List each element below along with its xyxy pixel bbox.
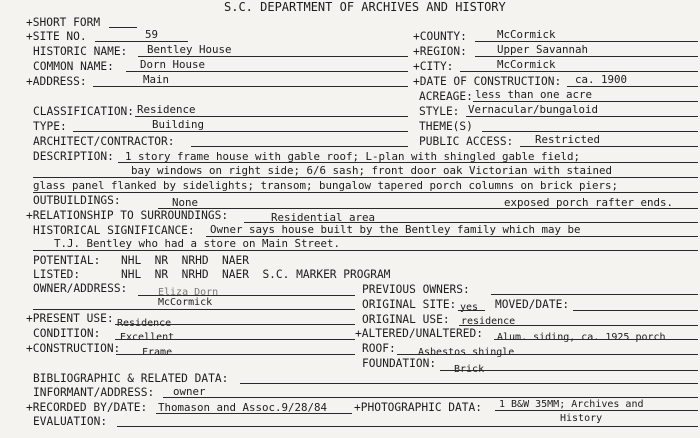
photographic-data-line bbox=[495, 410, 698, 411]
present-use-value: Residence bbox=[117, 318, 172, 329]
historic-name-label: HISTORIC NAME: bbox=[33, 45, 128, 58]
style-value: Vernacular/bungaloid bbox=[468, 103, 599, 116]
potential-options: NHL NR NRHD NAER bbox=[121, 254, 249, 267]
photographic-data-value-2: History bbox=[560, 413, 603, 424]
potential-label: POTENTIAL: bbox=[33, 254, 101, 267]
recorded-by-value: Thomason and Assoc.9/28/84 bbox=[158, 401, 328, 414]
short-form-label: +SHORT FORM bbox=[26, 16, 101, 29]
present-use-label: +PRESENT USE: bbox=[26, 312, 114, 325]
owner-city-value: McCormick bbox=[158, 297, 213, 308]
county-line bbox=[475, 41, 698, 42]
evaluation-line bbox=[117, 426, 698, 427]
present-use-line bbox=[115, 324, 355, 325]
foundation-label: FOUNDATION: bbox=[362, 357, 437, 370]
description-continued: exposed porch rafter ends. bbox=[504, 196, 674, 209]
roof-label: ROOF: bbox=[362, 342, 396, 355]
region-value: Upper Savannah bbox=[497, 43, 589, 56]
city-label: +CITY: bbox=[413, 60, 454, 73]
style-line bbox=[466, 116, 698, 117]
type-label: TYPE: bbox=[33, 120, 67, 133]
architect-label: ARCHITECT/CONTRACTOR: bbox=[33, 135, 175, 148]
address-line bbox=[93, 86, 408, 87]
short-form-line bbox=[109, 27, 137, 28]
page-title: S.C. DEPARTMENT OF ARCHIVES AND HISTORY bbox=[224, 0, 506, 14]
public-access-line bbox=[520, 146, 698, 147]
foundation-value: Brick bbox=[454, 364, 485, 375]
evaluation-label: EVALUATION: bbox=[33, 415, 108, 428]
historical-significance-line-1: Owner says house built by the Bentley family which may be bbox=[210, 223, 581, 236]
theme-line bbox=[482, 131, 698, 132]
bibliographic-line bbox=[240, 383, 698, 384]
architect-line bbox=[191, 146, 408, 147]
common-name-label: COMMON NAME: bbox=[33, 60, 114, 73]
historic-name-value: Bentley House bbox=[147, 43, 232, 56]
owner-address-label: OWNER/ADDRESS: bbox=[33, 282, 128, 295]
condition-value: Excellent bbox=[120, 332, 175, 343]
date-of-construction-label: +DATE OF CONSTRUCTION: bbox=[413, 75, 562, 88]
previous-owners-line bbox=[491, 294, 698, 295]
historical-significance-line-2: T.J. Bentley who had a store on Main Street. bbox=[54, 237, 341, 250]
original-site-label: ORIGINAL SITE: bbox=[362, 298, 457, 311]
recorded-by-label: +RECORDED BY/DATE: bbox=[26, 401, 148, 414]
original-use-label: ORIGINAL USE: bbox=[362, 313, 450, 326]
photographic-data-label: +PHOTOGRAPHIC DATA: bbox=[354, 401, 482, 414]
construction-line bbox=[116, 354, 355, 355]
informant-label: INFORMANT/ADDRESS: bbox=[33, 386, 155, 399]
description-line-3: glass panel flanked by sidelights; transom; bungalow tapered porch columns on brick piers; bbox=[33, 179, 619, 192]
acreage-value: less than one acre bbox=[475, 88, 593, 101]
description-line-1: 1 story frame house with gable roof; L-plan with shingled gable field; bbox=[125, 150, 581, 163]
style-label: STYLE: bbox=[419, 105, 460, 118]
moved-date-line bbox=[573, 310, 698, 311]
description-rule-1 bbox=[118, 162, 698, 163]
classification-label: CLASSIFICATION: bbox=[33, 105, 135, 118]
historic-name-line bbox=[138, 56, 408, 57]
original-use-value: residence bbox=[461, 316, 516, 327]
date-of-construction-line bbox=[567, 86, 698, 87]
owner-name-value: Eliza Dorn bbox=[158, 287, 219, 298]
county-value: McCormick bbox=[497, 28, 556, 41]
original-use-line bbox=[459, 325, 698, 326]
original-site-line bbox=[458, 310, 485, 311]
bibliographic-label: BIBLIOGRAPHIC & RELATED DATA: bbox=[33, 372, 229, 385]
original-site-value: yes bbox=[460, 302, 479, 313]
classification-line bbox=[135, 116, 408, 117]
owner-address-line-2 bbox=[33, 309, 355, 310]
moved-date-label: MOVED/DATE: bbox=[495, 298, 570, 311]
roof-value: Asbestos shingle bbox=[418, 347, 515, 358]
description-rule-3 bbox=[33, 192, 698, 193]
public-access-value: Restricted bbox=[535, 133, 601, 146]
informant-value: owner bbox=[173, 385, 206, 398]
listed-options: NHL NR NRHD NAER S.C. MARKER PROGRAM bbox=[121, 268, 391, 281]
classification-value: Residence bbox=[137, 103, 196, 116]
previous-owners-label: PREVIOUS OWNERS: bbox=[362, 283, 470, 296]
theme-label: THEME(S) bbox=[419, 120, 473, 133]
public-access-label: PUBLIC ACCESS: bbox=[419, 135, 514, 148]
common-name-line bbox=[126, 71, 408, 72]
recorded-by-line bbox=[156, 413, 352, 414]
type-line bbox=[73, 131, 408, 132]
region-line bbox=[475, 56, 698, 57]
condition-label: CONDITION: bbox=[33, 327, 101, 340]
altered-line bbox=[494, 339, 698, 340]
address-value: Main bbox=[143, 73, 170, 86]
condition-line bbox=[115, 339, 355, 340]
photographic-data-value-1: 1 B&W 35MM; Archives and bbox=[499, 399, 644, 410]
outbuildings-label: OUTBUILDINGS: bbox=[33, 194, 121, 207]
construction-value: Frame bbox=[142, 347, 173, 358]
region-label: +REGION: bbox=[413, 45, 467, 58]
type-value: Building bbox=[152, 118, 205, 131]
common-name-value: Dorn House bbox=[140, 58, 206, 71]
site-no-value: 59 bbox=[145, 28, 159, 41]
altered-value: Alum. siding, ca. 1925 porch bbox=[497, 332, 666, 343]
description-rule-2 bbox=[33, 177, 698, 178]
historical-significance-rule-2 bbox=[33, 250, 698, 251]
acreage-line bbox=[473, 101, 698, 102]
roof-line bbox=[397, 354, 698, 355]
relationship-label: +RELATIONSHIP TO SURROUNDINGS: bbox=[26, 209, 229, 222]
acreage-label: ACREAGE: bbox=[419, 90, 473, 103]
city-line bbox=[460, 71, 698, 72]
outbuildings-value: None bbox=[172, 196, 199, 209]
city-value: McCormick bbox=[497, 58, 556, 71]
construction-label: +CONSTRUCTION: bbox=[26, 342, 121, 355]
description-label: DESCRIPTION: bbox=[33, 150, 114, 163]
altered-label: +ALTERED/UNALTERED: bbox=[355, 327, 483, 340]
site-no-label: +SITE NO. bbox=[26, 30, 87, 43]
foundation-line bbox=[440, 370, 698, 371]
site-no-line bbox=[95, 41, 188, 42]
historical-significance-label: HISTORICAL SIGNIFICANCE: bbox=[33, 224, 195, 237]
description-line-2: bay windows on right side; 6/6 sash; front door oak Victorian with stained bbox=[131, 164, 613, 177]
date-of-construction-value: ca. 1900 bbox=[575, 73, 628, 86]
relationship-value: Residential area bbox=[271, 211, 376, 224]
address-label: +ADDRESS: bbox=[26, 75, 87, 88]
listed-label: LISTED: bbox=[33, 268, 81, 281]
county-label: +COUNTY: bbox=[413, 30, 467, 43]
